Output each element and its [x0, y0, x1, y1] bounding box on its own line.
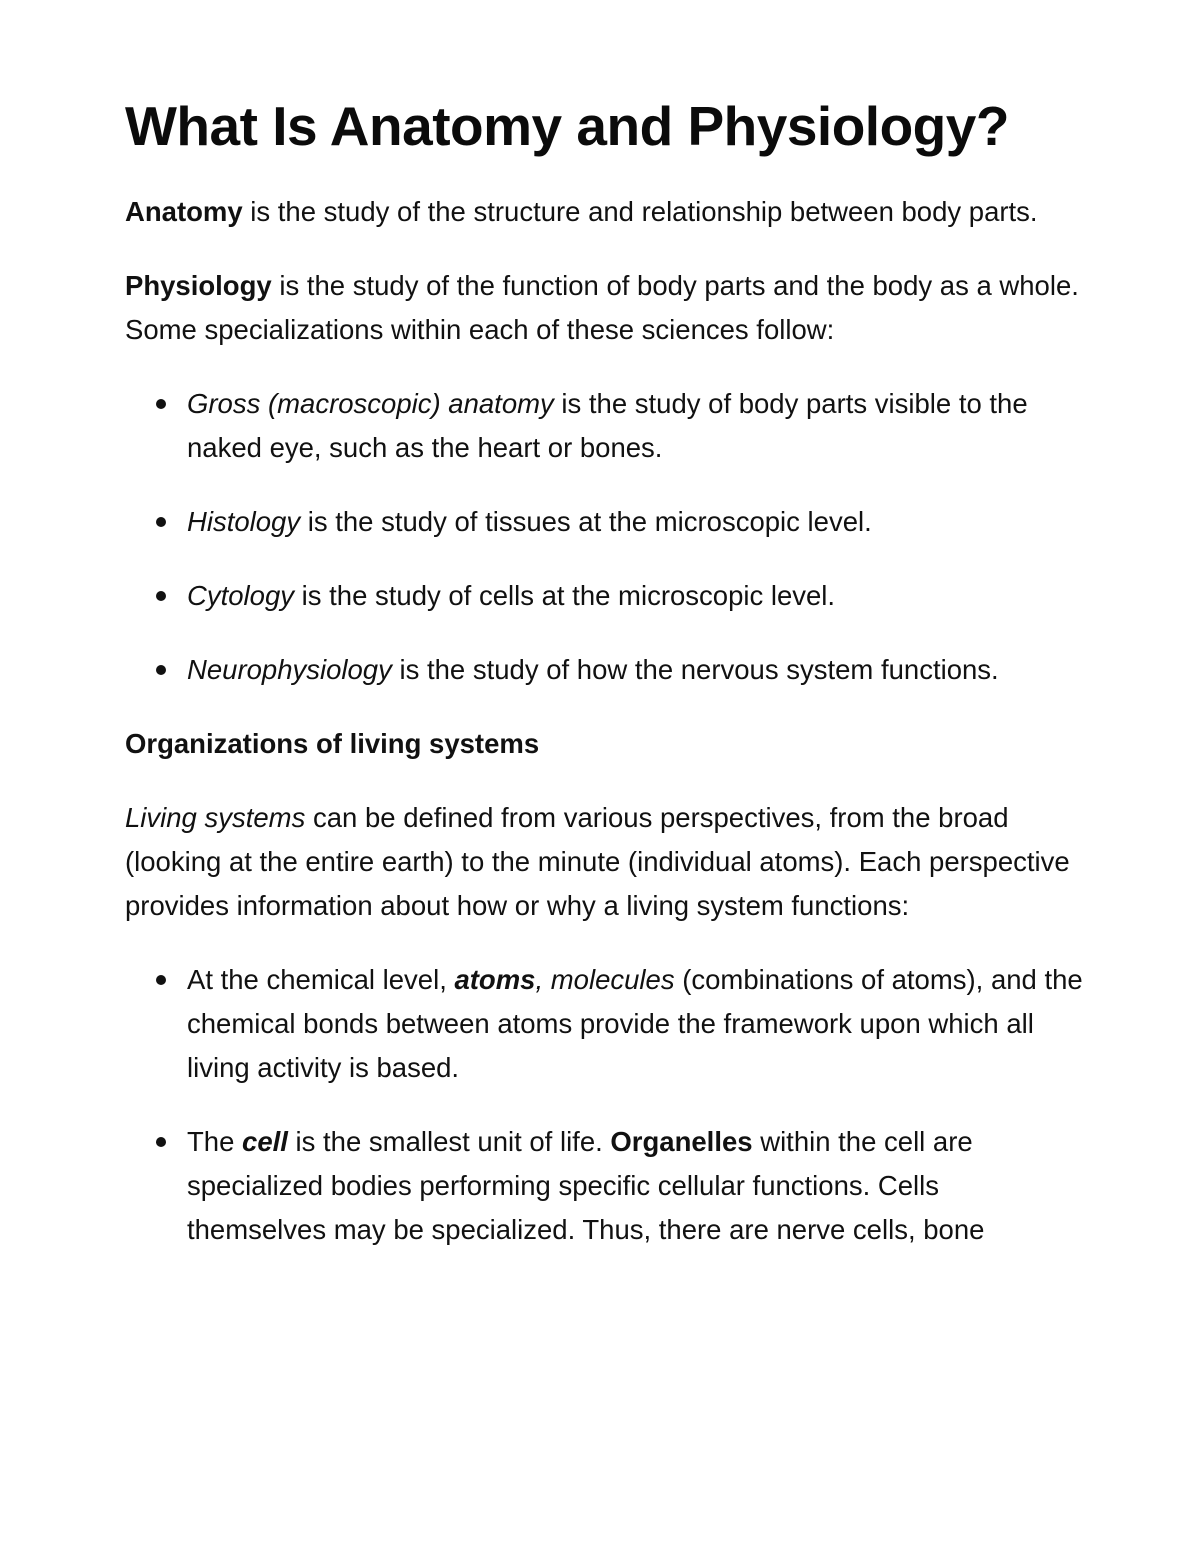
bullet-icon [156, 517, 166, 527]
cell-term: cell [242, 1126, 288, 1157]
bullet-icon [156, 591, 166, 601]
list-item-text: is the study of body parts visible to the naked eye, such as the heart or bones. [187, 388, 1028, 463]
anatomy-text: is the study of the structure and relationship between body parts. [242, 196, 1038, 227]
list-item-term: Neurophysiology [187, 654, 392, 685]
list-item-text: is the study of cells at the microscopic level. [294, 580, 836, 611]
organelles-term: Organelles [610, 1126, 753, 1157]
bullet-icon [156, 399, 166, 409]
list-item-text: is the study of tissues at the microscopic level. [300, 506, 872, 537]
list-item [187, 382, 1085, 470]
list-item: At the chemical level, atoms, molecules (combinations of atoms), and the chemical bonds between atoms provide the framework upon which all living activity is based. [187, 958, 1085, 1090]
living-systems-text: can be defined from various perspectives, from the broad (looking at the entire earth) to the minute (individual atoms). Each perspective provides information about how or why a living system functions: [125, 802, 1070, 921]
bullet-icon [156, 665, 166, 675]
specializations-list [125, 382, 1085, 692]
anatomy-definition [125, 190, 1085, 234]
section-heading: Organizations of living systems [125, 728, 540, 759]
list-item-term: Cytology [187, 580, 294, 611]
atoms-term: atoms [454, 964, 536, 995]
physiology-term: Physiology [125, 270, 272, 301]
living-systems-term: Living systems [125, 802, 306, 833]
list-item-text: is the study of how the nervous system functions. [391, 654, 999, 685]
document-page [125, 88, 1085, 1282]
list-item-term: Histology [187, 506, 301, 537]
list-item [187, 574, 1085, 618]
list-item [187, 648, 1085, 692]
list-item [187, 500, 1085, 544]
levels-list [125, 958, 1085, 1252]
page-title: What Is Anatomy and Physiology? [125, 95, 1009, 157]
list-item-term: Gross (macroscopic) anatomy [187, 388, 554, 419]
molecules-term: molecules [550, 964, 675, 995]
physiology-text: is the study of the function of body parts and the body as a whole. Some specializations within each of these sciences follow: [125, 270, 1079, 345]
living-systems-paragraph [125, 796, 1085, 928]
bullet-icon [156, 1137, 166, 1147]
list-item: The cell is the smallest unit of life. Organelles within the cell are specialized bodies performing specific cellular functions. Cells themselves may be specialized. Thus, there are nerve cells, bone [187, 1120, 1085, 1252]
anatomy-term: Anatomy [125, 196, 243, 227]
bullet-icon [156, 975, 166, 985]
physiology-definition [125, 264, 1085, 352]
